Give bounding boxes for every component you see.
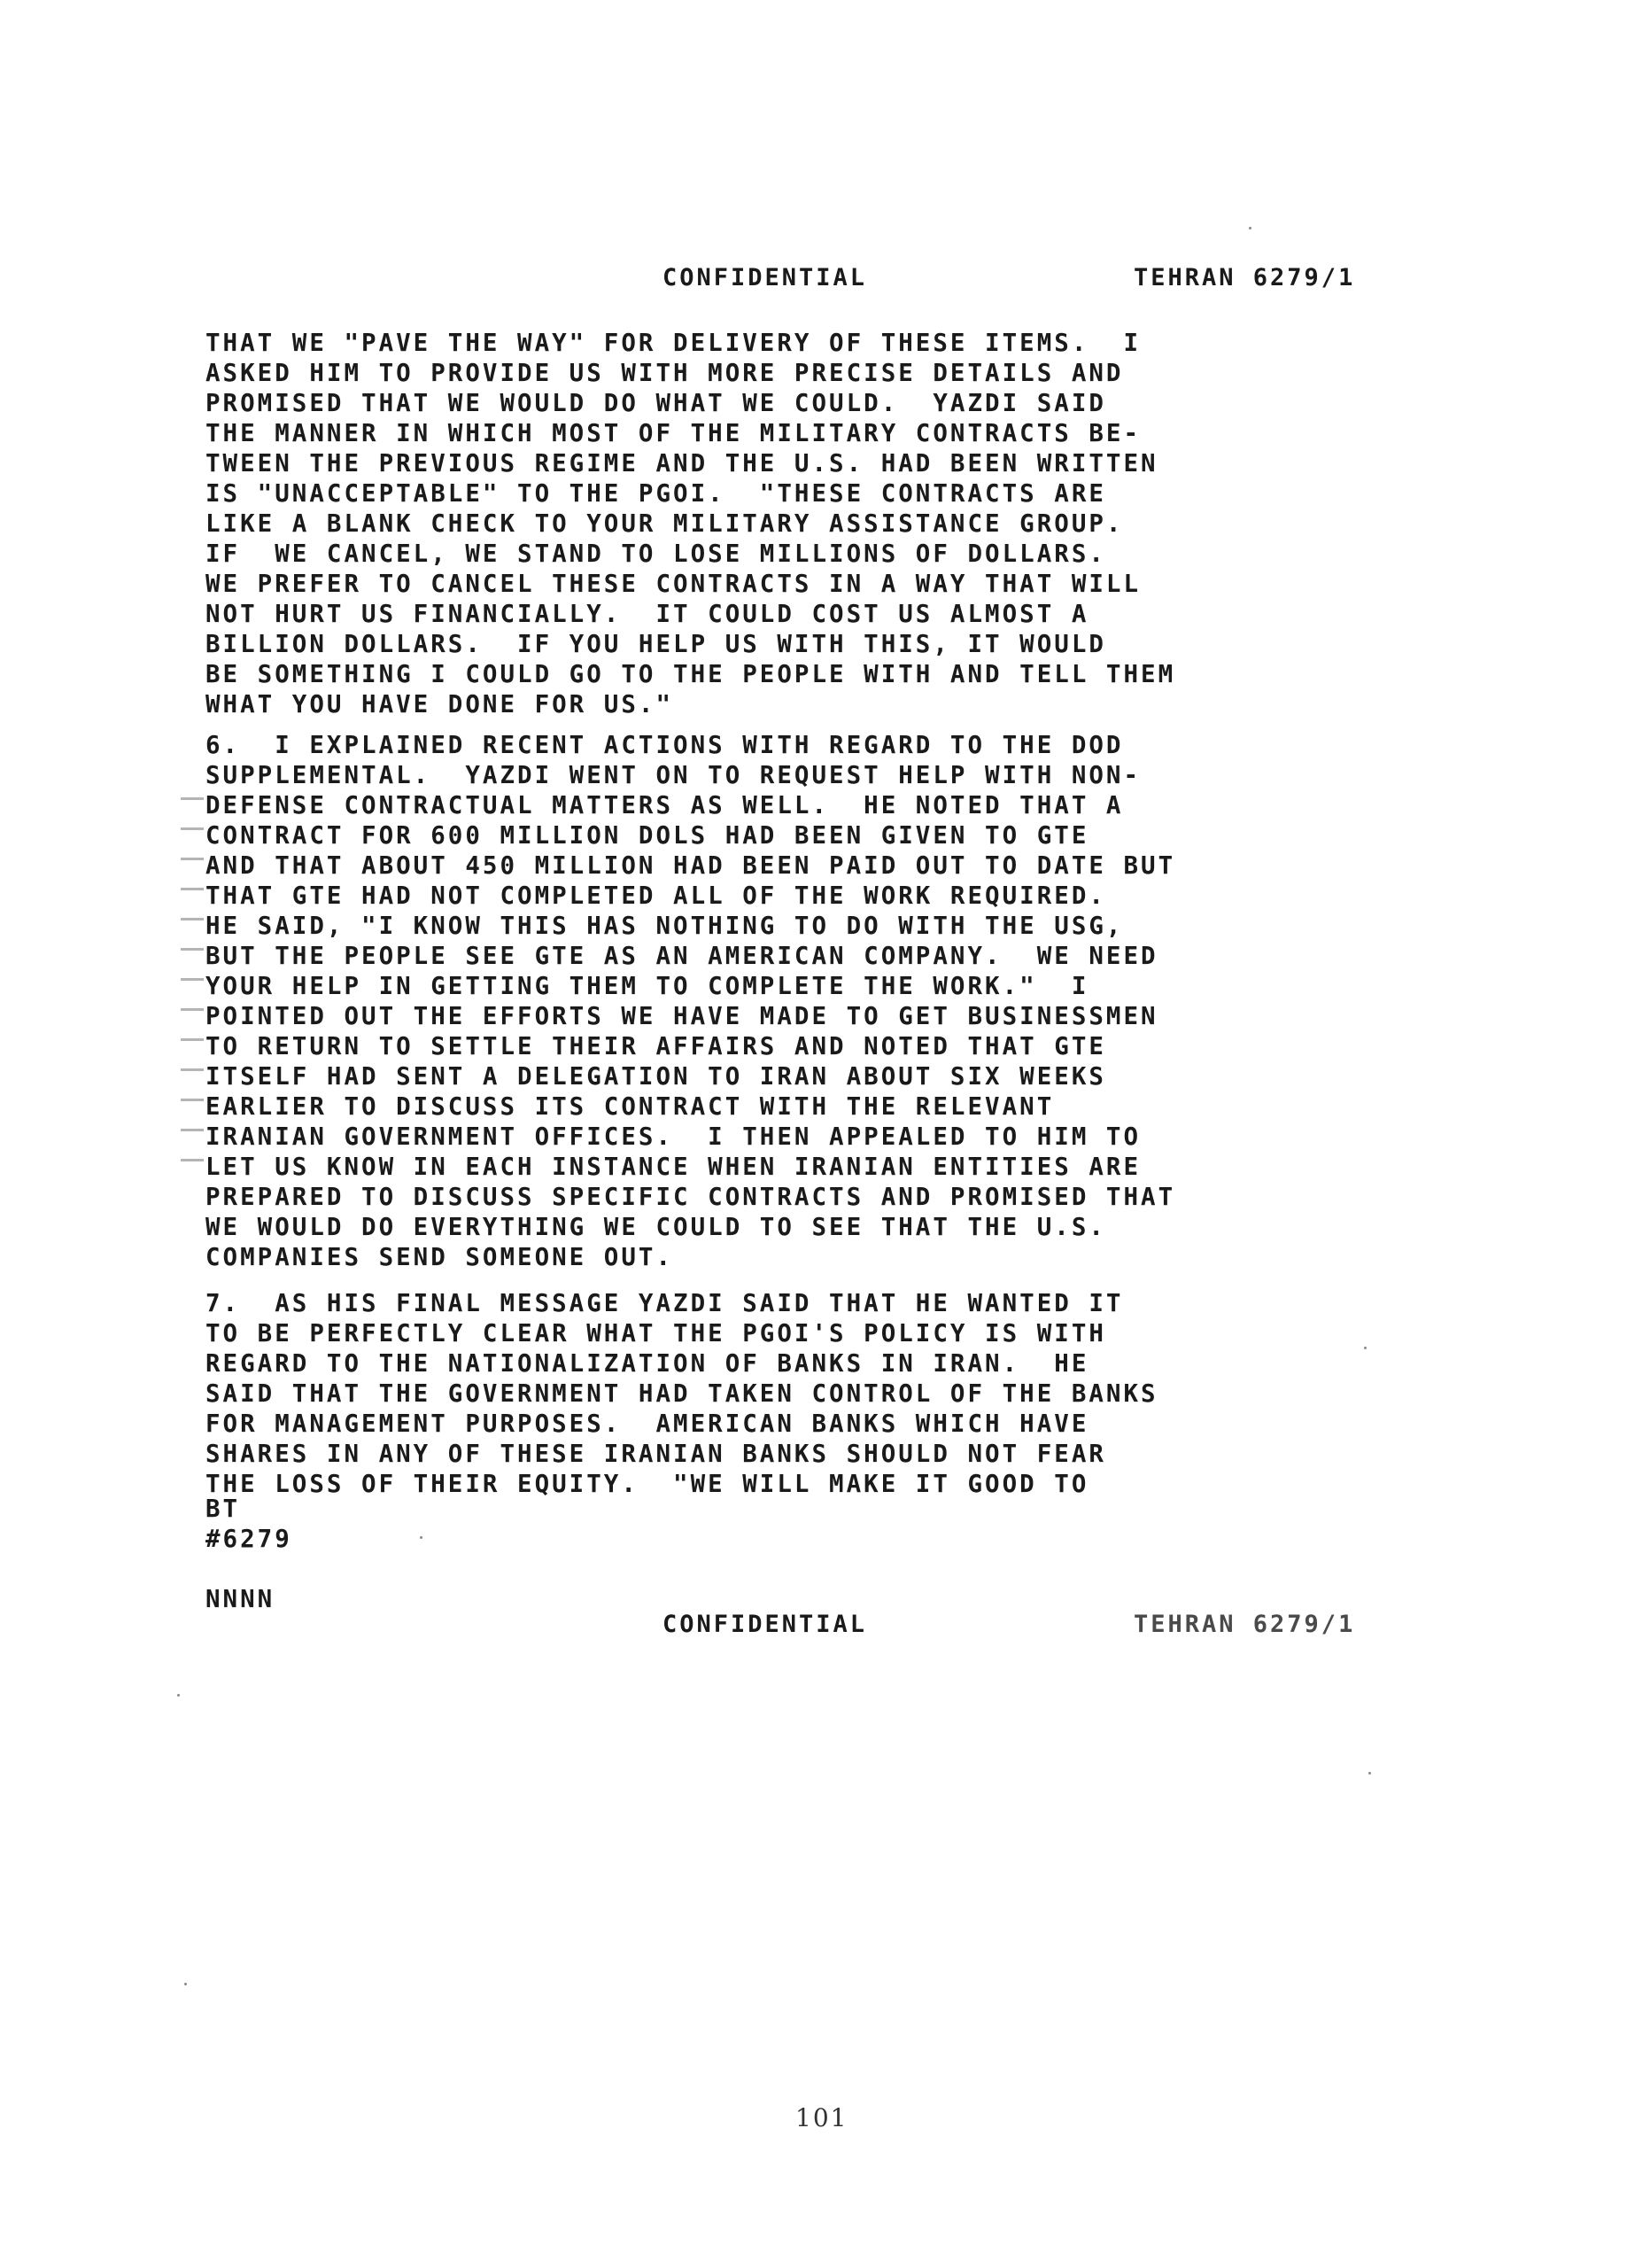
scan-speck <box>420 1536 422 1539</box>
header-reference: TEHRAN 6279/1 <box>1134 264 1356 291</box>
paragraph-6: 6. I EXPLAINED RECENT ACTIONS WITH REGARD TO THE DOD SUPPLEMENTAL. YAZDI WENT ON TO REQUEST HELP WITH NON- DEFENSE CONTRACTUAL MATTERS AS WELL. HE NOTED THAT A CONTRACT FOR 600 MILLION DOLS HAD BEEN GIVEN TO GTE AND THAT ABOUT 450 MILLION HAD BEEN PAID OUT TO DATE BUT THAT GTE HAD NOT COMPLETED ALL OF THE WORK REQUIRED. HE SAID, "I KNOW THIS HAS NOTHING TO DO WITH THE USG, BUT THE PEOPLE SEE GTE AS AN AMERICAN COMPANY. WE NEED YOUR HELP IN GETTING THEM TO COMPLETE THE WORK." I POINTED OUT THE EFFORTS WE HAVE MADE TO GET BUSINESSMEN TO RETURN TO SETTLE THEIR AFFAIRS AND NOTED THAT GTE ITSELF HAD SENT A DELEGATION TO IRAN ABOUT SIX WEEKS EARLIER TO DISCUSS ITS CONTRACT WITH THE RELEVANT IRANIAN GOVERNMENT OFFICES. I THEN APPEALED TO HIM TO LET US KNOW IN EACH INSTANCE WHEN IRANIAN ENTITIES ARE PREPARED TO DISCUSS SPECIFIC CONTRACTS AND PROMISED THAT WE WOULD DO EVERYTHING WE COULD TO SEE THAT THE U.S. COMPANIES SEND SOMEONE OUT. <box>205 731 1176 1271</box>
scan-speck <box>1368 1772 1371 1775</box>
paragraph-continuation: THAT WE "PAVE THE WAY" FOR DELIVERY OF THESE ITEMS. I ASKED HIM TO PROVIDE US WITH MORE PRECISE DETAILS AND PROMISED THAT WE WOULD DO WHAT WE COULD. YAZDI SAID THE MANNER IN WHICH MOST OF THE MILITARY CONTRACTS BE- TWEEN THE PREVIOUS REGIME AND THE U.S. HAD BEEN WRITTEN IS "UNACCEPTABLE" TO THE PGOI. "THESE CONTRACTS ARE LIKE A BLANK CHECK TO YOUR MILITARY ASSISTANCE GROUP. IF WE CANCEL, WE STAND TO LOSE MILLIONS OF DOLLARS. WE PREFER TO CANCEL THESE CONTRACTS IN A WAY THAT WILL NOT HURT US FINANCIALLY. IT COULD COST US ALMOST A BILLION DOLLARS. IF YOU HELP US WITH THIS, IT WOULD BE SOMETHING I COULD GO TO THE PEOPLE WITH AND TELL THEM WHAT YOU HAVE DONE FOR US." <box>205 329 1176 718</box>
message-number: #6279 <box>205 1525 292 1553</box>
footer-reference: TEHRAN 6279/1 <box>1134 1611 1356 1638</box>
scan-speck <box>184 1983 187 1985</box>
scan-speck <box>177 1694 180 1697</box>
break-marker: BT <box>205 1495 241 1523</box>
end-of-message-marker: NNNN <box>205 1585 275 1613</box>
header-classification: CONFIDENTIAL <box>662 264 868 291</box>
footer-classification: CONFIDENTIAL <box>662 1611 868 1638</box>
page-number: 101 <box>795 2103 848 2132</box>
margin-stamp-mark <box>181 797 204 1187</box>
scan-speck <box>1364 1347 1367 1349</box>
paragraph-7: 7. AS HIS FINAL MESSAGE YAZDI SAID THAT HE WANTED IT TO BE PERFECTLY CLEAR WHAT THE PGOI'S POLICY IS WITH REGARD TO THE NATIONALIZATION OF BANKS IN IRAN. HE SAID THAT THE GOVERNMENT HAD TAKEN CONTROL OF THE BANKS FOR MANAGEMENT PURPOSES. AMERICAN BANKS WHICH HAVE SHARES IN ANY OF THESE IRANIAN BANKS SHOULD NOT FEAR THE LOSS OF THEIR EQUITY. "WE WILL MAKE IT GOOD TO <box>205 1289 1158 1498</box>
scan-speck <box>1249 227 1251 229</box>
